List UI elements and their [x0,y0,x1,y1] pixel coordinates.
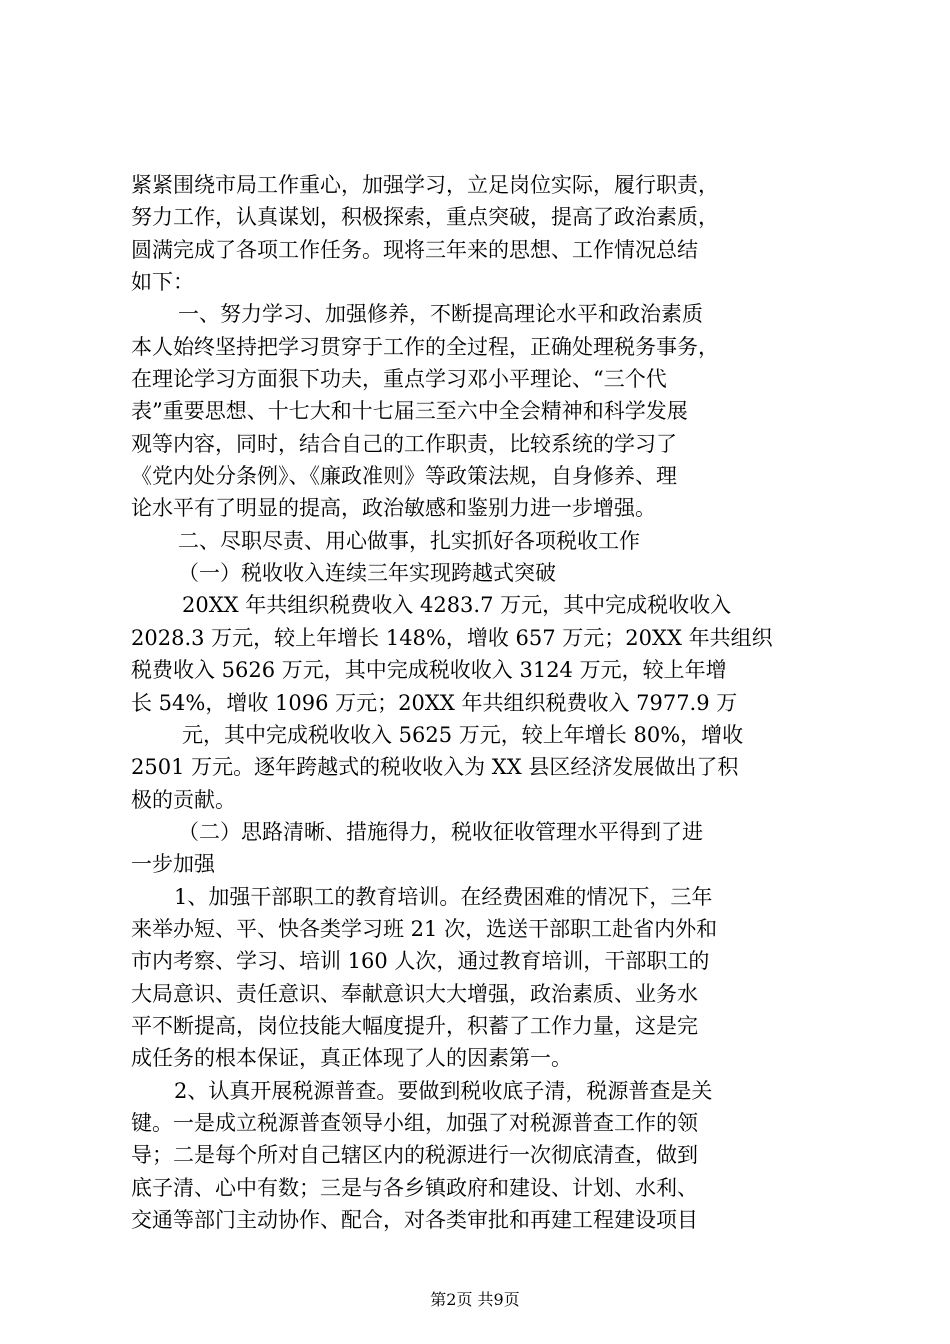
text-line: 本人始终坚持把学习贯穿于工作的全过程，正确处理税务事务， [131,335,719,359]
text-line: 努力工作，认真谋划，积极探索，重点突破，提高了政治素质， [131,205,719,229]
page-footer: 第2页 共9页 [430,1290,520,1309]
text-line: 2028.3 万元，较上年增长 148%，增收 657 万元；20XX 年共组织 [131,626,773,650]
text-line: 2、认真开展税源普查。要做到税收底子清，税源普查是关 [174,1079,713,1103]
text-line: 2501 万元。逐年跨越式的税收收入为 XX 县区经济发展做出了积 [131,755,739,779]
text-line: 圆满完成了各项工作任务。现将三年来的思想、工作情况总结 [131,238,698,262]
text-line: 平不断提高，岗位技能大幅度提升，积蓄了工作力量，这是完 [131,1014,698,1038]
text-line: 税费收入 5626 万元，其中完成税收收入 3124 万元，较上年增 [131,658,727,682]
text-line: 底子清、心中有数；三是与各乡镇政府和建设、计划、水利、 [131,1176,698,1200]
text-line: 来举办短、平、快各类学习班 21 次，选送干部职工赴省内外和 [131,917,718,941]
text-line: 观等内容，同时，结合自己的工作职责，比较系统的学习了 [131,432,677,456]
subsection-heading: （一）税收收入连续三年实现跨越式突破 [178,561,556,585]
text-line: 交通等部门主动协作、配合，对各类审批和再建工程建设项目 [131,1208,698,1232]
text-line: 成任务的根本保证，真正体现了人的因素第一。 [131,1046,572,1070]
text-line: 20XX 年共组织税费收入 4283.7 万元，其中完成税收收入 [182,593,732,617]
text-line: 键。一是成立税源普查领导小组，加强了对税源普查工作的领 [131,1111,698,1135]
text-line: 市内考察、学习、培训 160 人次，通过教育培训，干部职工的 [131,949,710,973]
text-line: 元，其中完成税收收入 5625 万元，较上年增长 80%，增收 [182,723,744,747]
subsection-heading: （二）思路清晰、措施得力，税收征收管理水平得到了进 [178,820,703,844]
text-line: 1、加强干部职工的教育培训。在经费困难的情况下，三年 [174,885,713,909]
section-heading: 一、努力学习、加强修养，不断提高理论水平和政治素质 [178,302,703,326]
text-line: 论水平有了明显的提高，政治敏感和鉴别力进一步增强。 [131,496,656,520]
text-line: 极的贡献。 [131,788,236,812]
text-line: 在理论学习方面狠下功夫，重点学习邓小平理论、“三个代 [131,367,667,391]
text-line: 大局意识、责任意识、奉献意识大大增强，政治素质、业务水 [131,982,698,1006]
text-line: 如下： [131,270,194,294]
text-line: 表”重要思想、十七大和十七届三至六中全会精神和科学发展 [131,399,688,423]
section-heading: 二、尽职尽责、用心做事，扎实抓好各项税收工作 [178,529,640,553]
text-line: 长 54%，增收 1096 万元；20XX 年共组织税费收入 7977.9 万 [131,691,738,715]
text-line: 紧紧围绕市局工作重心，加强学习，立足岗位实际，履行职责， [131,173,719,197]
text-line: 导；二是每个所对自己辖区内的税源进行一次彻底清查，做到 [131,1143,698,1167]
text-line: 《党内处分条例》、《廉政准则》等政策法规，自身修养、理 [131,464,677,488]
text-line: 一步加强 [131,852,215,876]
